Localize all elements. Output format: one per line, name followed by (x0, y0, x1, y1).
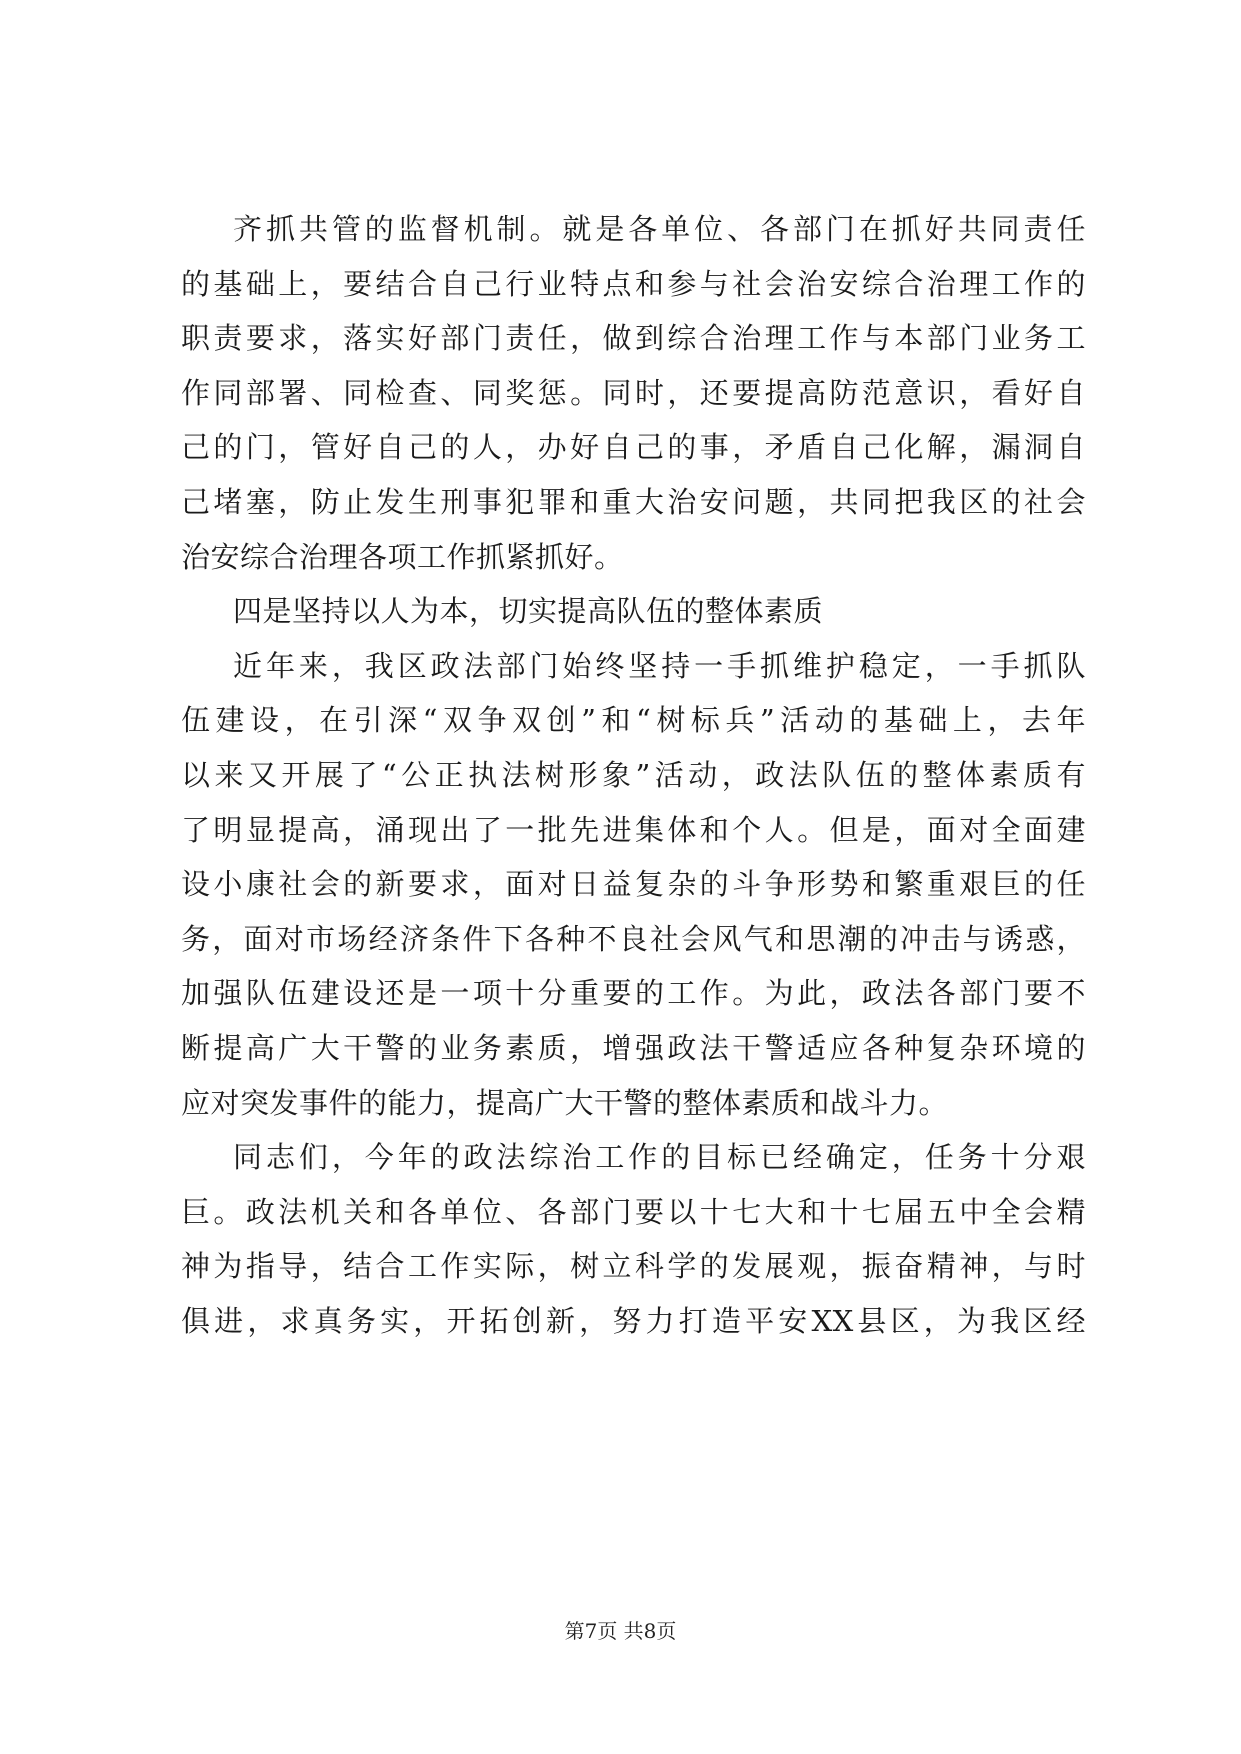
text-line: 齐抓共管的监督机制。就是各单位、各部门在抓好共同责任 (233, 212, 1086, 246)
text-line: 务，面对市场经济条件下各种不良社会风气和思潮的冲击与诱惑， (181, 922, 1086, 956)
text-line: 神为指导，结合工作实际，树立科学的发展观，振奋精神，与时 (181, 1249, 1086, 1283)
text-line: 以来又开展了“公正执法树形象”活动，政法队伍的整体素质有 (181, 758, 1086, 792)
text-line: 同志们，今年的政法综治工作的目标已经确定，任务十分艰 (233, 1140, 1086, 1174)
section-heading: 四是坚持以人为本，切实提高队伍的整体素质 (233, 594, 824, 628)
text-line: 近年来，我区政法部门始终坚持一手抓维护稳定，一手抓队 (233, 649, 1086, 683)
text-line: 巨。政法机关和各单位、各部门要以十七大和十七届五中全会精 (181, 1195, 1086, 1229)
text-line: 治安综合治理各项工作抓紧抓好。 (181, 540, 624, 574)
text-line: 俱进，求真务实，开拓创新，努力打造平安XX县区，为我区经 (181, 1304, 1086, 1338)
text-line: 己堵塞，防止发生刑事犯罪和重大治安问题，共同把我区的社会 (181, 485, 1086, 519)
text-line: 断提高广大干警的业务素质，增强政法干警适应各种复杂环境的 (181, 1031, 1086, 1065)
text-line: 己的门，管好自己的人，办好自己的事，矛盾自己化解，漏洞自 (181, 430, 1086, 464)
text-line: 职责要求，落实好部门责任，做到综合治理工作与本部门业务工 (181, 321, 1086, 355)
page-footer: 第7页 共8页 (564, 1619, 677, 1643)
text-line: 设小康社会的新要求，面对日益复杂的斗争形势和繁重艰巨的任 (181, 867, 1086, 901)
text-line: 应对突发事件的能力，提高广大干警的整体素质和战斗力。 (181, 1086, 949, 1120)
text-line: 了明显提高，涌现出了一批先进集体和个人。但是，面对全面建 (181, 813, 1086, 847)
text-line: 加强队伍建设还是一项十分重要的工作。为此，政法各部门要不 (181, 976, 1086, 1010)
text-line: 伍建设，在引深“双争双创”和“树标兵”活动的基础上，去年 (181, 703, 1086, 737)
text-line: 的基础上，要结合自己行业特点和参与社会治安综合治理工作的 (181, 267, 1086, 301)
text-line: 作同部署、同检查、同奖惩。同时，还要提高防范意识，看好自 (181, 376, 1086, 410)
